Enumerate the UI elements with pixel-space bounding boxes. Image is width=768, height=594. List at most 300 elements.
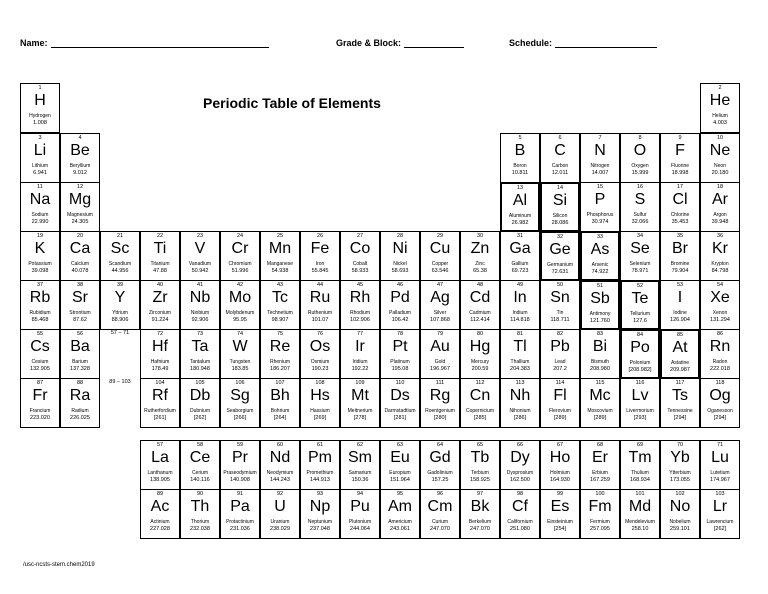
atomic-number: 58: [196, 442, 204, 448]
element-name: Polonium: [629, 360, 651, 366]
element-name: Tin: [556, 310, 564, 316]
element-symbol: Bk: [470, 498, 490, 515]
element-symbol: B: [514, 142, 526, 159]
schedule-label: Schedule:: [509, 38, 553, 48]
element-symbol: Xe: [710, 289, 730, 306]
element-cell-ts: [660, 378, 700, 428]
element-name: Rhodium: [349, 310, 370, 316]
atomic-number: 106: [235, 380, 245, 386]
element-cell-th: [180, 489, 220, 539]
atomic-mass: [261]: [153, 415, 167, 421]
element-cell-tc: [260, 280, 300, 330]
element-symbol: Ag: [430, 289, 450, 306]
atomic-mass: 244.064: [350, 526, 370, 532]
atomic-mass: 251.080: [510, 526, 530, 532]
element-cell-ne: [700, 133, 740, 183]
atomic-number: 110: [395, 380, 405, 386]
atomic-mass: 47.88: [153, 268, 167, 274]
element-symbol: Fl: [553, 387, 567, 404]
element-cell-hf: [140, 329, 180, 379]
atomic-mass: 238.029: [270, 526, 290, 532]
element-cell-bi: [580, 329, 620, 379]
element-name: Lanthanum: [147, 470, 173, 476]
atomic-mass: 192.22: [351, 366, 369, 372]
atomic-mass: [262]: [713, 526, 727, 532]
atomic-mass: 50.942: [191, 268, 209, 274]
atomic-mass: 226.025: [70, 415, 90, 421]
element-cell-no: [660, 489, 700, 539]
atomic-mass: 183.85: [231, 366, 249, 372]
atomic-mass: 247.070: [430, 526, 450, 532]
atomic-mass: 158.925: [470, 477, 490, 483]
element-name: Rutherfordium: [144, 408, 176, 414]
atomic-number: 115: [595, 380, 605, 386]
element-cell-ir: [340, 329, 380, 379]
element-cell-cm: [420, 489, 460, 539]
element-name: Mercury: [470, 359, 490, 365]
element-cell-eu: [380, 440, 420, 490]
atomic-number: 94: [356, 491, 364, 497]
atomic-number: 103: [715, 491, 725, 497]
element-symbol: Bi: [592, 338, 608, 355]
element-symbol: Ca: [69, 240, 91, 257]
element-symbol: Fm: [588, 498, 612, 515]
element-cell-zr: [140, 280, 180, 330]
atomic-mass: 55.845: [311, 268, 329, 274]
atomic-number: 40: [156, 282, 164, 288]
atomic-mass: 196.967: [430, 366, 450, 372]
element-symbol: Hf: [152, 338, 168, 355]
element-cell-ac: [140, 489, 180, 539]
element-cell-gd: [420, 440, 460, 490]
atomic-number: 107: [275, 380, 285, 386]
atomic-number: 5: [518, 135, 522, 141]
element-cell-ce: [180, 440, 220, 490]
atomic-mass: 4.003: [713, 120, 727, 126]
element-symbol: Pt: [392, 338, 408, 355]
element-cell-se: [620, 231, 660, 281]
element-symbol: Ni: [392, 240, 408, 257]
atomic-mass: 69.723: [511, 268, 529, 274]
atomic-number: 97: [476, 491, 484, 497]
element-name: Hafnium: [150, 359, 170, 365]
element-cell-mc: [580, 378, 620, 428]
element-symbol: He: [709, 92, 731, 109]
element-symbol: Eu: [390, 449, 410, 466]
element-symbol: Sn: [550, 289, 570, 306]
element-name: Strontium: [69, 310, 91, 316]
element-symbol: Co: [349, 240, 371, 257]
element-name: Hydrogen: [29, 113, 51, 119]
atomic-mass: [280]: [433, 415, 447, 421]
atomic-number: 82: [556, 331, 564, 337]
element-symbol: K: [34, 240, 46, 257]
element-symbol: Zn: [470, 240, 490, 257]
atomic-number: 35: [676, 233, 684, 239]
element-name: Carbon: [551, 163, 569, 169]
grade-line[interactable]: [404, 37, 464, 48]
element-name: Yttrium: [112, 310, 128, 316]
atomic-mass: 12.011: [551, 170, 569, 176]
element-name: Lithium: [31, 163, 49, 169]
atomic-number: 25: [276, 233, 284, 239]
atomic-mass: 114.818: [510, 317, 530, 323]
element-cell-fr: [20, 378, 60, 428]
atomic-mass: 51.996: [231, 268, 249, 274]
atomic-number: 71: [716, 442, 724, 448]
element-symbol: Am: [388, 498, 412, 515]
element-symbol: Og: [709, 387, 731, 404]
atomic-number: 6: [558, 135, 562, 141]
element-name: Francium: [29, 408, 51, 414]
atomic-number: 9: [678, 135, 682, 141]
element-symbol: Cu: [429, 240, 451, 257]
element-name: Zinc: [475, 261, 485, 267]
element-cell-na: [20, 182, 60, 232]
element-symbol: Sg: [230, 387, 250, 404]
element-name: Boron: [513, 163, 527, 169]
element-cell-dy: [500, 440, 540, 490]
element-symbol: Cs: [30, 338, 50, 355]
element-name: Lutetium: [710, 470, 730, 476]
element-symbol: No: [669, 498, 691, 515]
element-symbol: Rh: [349, 289, 371, 306]
element-symbol: Np: [309, 498, 331, 515]
atomic-number: 83: [596, 331, 604, 337]
element-symbol: Mn: [268, 240, 292, 257]
element-name: Bismuth: [590, 359, 610, 365]
element-name: Neodymium: [266, 470, 294, 476]
element-cell-rg: [420, 378, 460, 428]
footer-credit: /usc-ncsts-stem.chem2019: [23, 562, 95, 568]
atomic-mass: 144.243: [270, 477, 290, 483]
element-name: Thulium: [631, 470, 649, 476]
atomic-mass: 65.38: [473, 268, 487, 274]
element-name: Berkelium: [468, 519, 492, 525]
element-cell-mt: [340, 378, 380, 428]
element-cell-cf: [500, 489, 540, 539]
atomic-number: 42: [236, 282, 244, 288]
element-cell-n: [580, 133, 620, 183]
element-cell-mo: [220, 280, 260, 330]
element-name: Magnesium: [67, 212, 93, 218]
element-name: Antimony: [589, 311, 611, 317]
atomic-number: 105: [195, 380, 205, 386]
atomic-number: 29: [436, 233, 444, 239]
element-cell-sm: [340, 440, 380, 490]
atomic-number: 17: [676, 184, 684, 190]
element-name: Meitnerium: [347, 408, 373, 414]
atomic-number: 92: [276, 491, 284, 497]
element-symbol: Y: [114, 289, 126, 306]
element-symbol: Cl: [672, 191, 688, 208]
element-name: Cadmium: [469, 310, 491, 316]
element-name: Lead: [554, 359, 566, 365]
atomic-mass: 28.086: [551, 220, 569, 226]
element-cell-pm: [300, 440, 340, 490]
element-cell-hg: [460, 329, 500, 379]
element-cell-ti: [140, 231, 180, 281]
name-label: Name:: [20, 38, 48, 48]
atomic-mass: [266]: [233, 415, 247, 421]
name-line[interactable]: [51, 37, 269, 48]
atomic-mass: 107.868: [430, 317, 450, 323]
element-name: Actinium: [150, 519, 170, 525]
element-symbol: Tl: [513, 338, 527, 355]
atomic-mass: 35.453: [671, 219, 689, 225]
element-symbol: Pd: [390, 289, 410, 306]
element-name: Helium: [712, 113, 728, 119]
atomic-mass: 258.10: [631, 526, 649, 532]
atomic-number: 51: [596, 283, 604, 289]
atomic-mass: 259.101: [670, 526, 690, 532]
atomic-number: 21: [116, 233, 124, 239]
element-name: Livermorium: [626, 408, 654, 414]
element-cell-ca: [60, 231, 100, 281]
element-symbol: Cm: [427, 498, 453, 515]
element-name: Neptunium: [307, 519, 333, 525]
element-name: Nobelium: [669, 519, 691, 525]
element-cell-b: [500, 133, 540, 183]
atomic-mass: 44.956: [111, 268, 129, 274]
element-symbol: Al: [512, 192, 528, 209]
atomic-mass: 138.905: [150, 477, 170, 483]
element-cell-lv: [620, 378, 660, 428]
atomic-number: 13: [516, 185, 524, 191]
atomic-mass: [285]: [473, 415, 487, 421]
atomic-number: 60: [276, 442, 284, 448]
element-symbol: Te: [631, 290, 649, 307]
element-name: Ytterbium: [669, 470, 691, 476]
atomic-mass: [262]: [193, 415, 207, 421]
element-name: Hassium: [310, 408, 330, 414]
element-name: Iodine: [673, 310, 687, 316]
atomic-number: 81: [516, 331, 524, 337]
element-cell-mn: [260, 231, 300, 281]
atomic-number: 80: [476, 331, 484, 337]
element-name: Californium: [507, 519, 533, 525]
element-symbol: Li: [33, 142, 47, 159]
element-name: Potassium: [28, 261, 52, 267]
element-cell-v: [180, 231, 220, 281]
element-cell-rh: [340, 280, 380, 330]
element-symbol: Ge: [549, 241, 571, 258]
element-name: Fluorine: [670, 163, 690, 169]
element-name: Plutonium: [348, 519, 372, 525]
atomic-mass: 207.2: [553, 366, 567, 372]
element-cell-k: [20, 231, 60, 281]
element-cell-s: [620, 182, 660, 232]
atomic-number: 24: [236, 233, 244, 239]
element-cell-f: [660, 133, 700, 183]
name-field[interactable]: [20, 37, 269, 48]
atomic-mass: 227.028: [150, 526, 170, 532]
element-cell-rn: [700, 329, 740, 379]
element-symbol: Hg: [469, 338, 491, 355]
element-symbol: Sr: [72, 289, 88, 306]
element-cell-np: [300, 489, 340, 539]
atomic-mass: 78.971: [631, 268, 649, 274]
atomic-number: 63: [396, 442, 404, 448]
atomic-mass: 74.922: [591, 269, 609, 275]
atomic-number: 53: [676, 282, 684, 288]
element-cell-ge: [540, 231, 580, 281]
atomic-number: 45: [356, 282, 364, 288]
element-symbol: O: [633, 142, 647, 159]
grade-field[interactable]: [336, 37, 464, 48]
element-cell-si: [540, 182, 580, 232]
element-cell-c: [540, 133, 580, 183]
atomic-mass: 137.328: [70, 366, 90, 372]
element-cell-rf: [140, 378, 180, 428]
element-name: Erbium: [592, 470, 608, 476]
element-name: Palladium: [389, 310, 411, 316]
element-cell-cn: [460, 378, 500, 428]
atomic-number: 48: [476, 282, 484, 288]
schedule-field[interactable]: [509, 37, 657, 48]
element-cell-ta: [180, 329, 220, 379]
atomic-number: 101: [635, 491, 645, 497]
atomic-mass: 173.055: [670, 477, 690, 483]
element-cell-be: [60, 133, 100, 183]
element-symbol: Ra: [69, 387, 91, 404]
element-symbol: Mt: [351, 387, 369, 404]
element-name: Zirconium: [149, 310, 171, 316]
element-symbol: Na: [29, 191, 51, 208]
element-symbol: Sc: [110, 240, 130, 257]
schedule-line[interactable]: [555, 37, 657, 48]
atomic-mass: 22.990: [31, 219, 49, 225]
atomic-mass: 195.08: [391, 366, 409, 372]
page-title: Periodic Table of Elements: [203, 95, 381, 111]
atomic-mass: [269]: [313, 415, 327, 421]
atomic-mass: 151.964: [390, 477, 410, 483]
element-cell-cl: [660, 182, 700, 232]
element-name: Chlorine: [670, 212, 690, 218]
atomic-number: 64: [436, 442, 444, 448]
atomic-number: 37: [36, 282, 44, 288]
atomic-mass: 150.36: [351, 477, 369, 483]
atomic-mass: 180.948: [190, 366, 210, 372]
atomic-mass: 247.070: [470, 526, 490, 532]
atomic-mass: 101.07: [311, 317, 329, 323]
element-name: Cobalt: [352, 261, 368, 267]
element-symbol: Mg: [68, 191, 92, 208]
element-name: Arsenic: [591, 262, 609, 268]
element-name: Europium: [389, 470, 411, 476]
element-name: Sulfur: [633, 212, 647, 218]
atomic-number: 73: [196, 331, 204, 337]
atomic-mass: 126.904: [670, 317, 690, 323]
atomic-number: 14: [556, 185, 564, 191]
element-cell-er: [580, 440, 620, 490]
atomic-number: 32: [556, 234, 564, 240]
atomic-number: 116: [635, 380, 645, 386]
element-name: Gold: [434, 359, 446, 365]
element-name: Tantalum: [189, 359, 211, 365]
element-name: Silicon: [552, 213, 568, 219]
element-cell-re: [260, 329, 300, 379]
element-symbol: Pa: [230, 498, 250, 515]
element-symbol: Ti: [153, 240, 167, 257]
element-cell-co: [340, 231, 380, 281]
element-symbol: Ru: [309, 289, 331, 306]
element-cell-og: [700, 378, 740, 428]
element-symbol: Pm: [308, 449, 332, 466]
atomic-mass: 257.095: [590, 526, 610, 532]
atomic-number: 70: [676, 442, 684, 448]
element-name: Iron: [315, 261, 325, 267]
atomic-number: 61: [316, 442, 324, 448]
element-symbol: Tm: [628, 449, 652, 466]
element-name: Oganesson: [707, 408, 733, 414]
atomic-mass: 186.207: [270, 366, 290, 372]
element-symbol: C: [554, 142, 566, 159]
atomic-mass: [294]: [713, 415, 727, 421]
atomic-mass: 9.012: [73, 170, 87, 176]
element-name: Beryllium: [69, 163, 91, 169]
atomic-mass: 112.414: [470, 317, 490, 323]
element-cell-cr: [220, 231, 260, 281]
element-name: Thorium: [190, 519, 210, 525]
atomic-mass: 24.305: [71, 219, 89, 225]
element-name: Tennessine: [667, 408, 693, 414]
element-symbol: Db: [189, 387, 211, 404]
atomic-mass: 208.980: [590, 366, 610, 372]
element-name: Niobium: [190, 310, 210, 316]
atomic-mass: 18.998: [671, 170, 689, 176]
element-name: Gallium: [511, 261, 529, 267]
atomic-number: 76: [316, 331, 324, 337]
element-name: Neon: [714, 163, 726, 169]
atomic-mass: 223.020: [30, 415, 50, 421]
atomic-mass: 200.59: [471, 366, 489, 372]
atomic-number: 47: [436, 282, 444, 288]
element-symbol: Mo: [228, 289, 252, 306]
atomic-number: 68: [596, 442, 604, 448]
element-name: Rubidium: [29, 310, 51, 316]
atomic-number: 15: [596, 184, 604, 190]
atomic-mass: 30.974: [591, 219, 609, 225]
element-cell-li: [20, 133, 60, 183]
element-cell-sc: [100, 231, 140, 281]
element-cell-yb: [660, 440, 700, 490]
element-name: Iridium: [352, 359, 368, 365]
element-name: Einsteinium: [547, 519, 573, 525]
element-name: Selenium: [629, 261, 651, 267]
element-name: Krypton: [711, 261, 729, 267]
atomic-number: 7: [598, 135, 602, 141]
element-name: Nickel: [393, 261, 407, 267]
atomic-number: 74: [236, 331, 244, 337]
element-name: Mendelevium: [625, 519, 655, 525]
atomic-mass: 20.180: [711, 170, 729, 176]
element-symbol: Rb: [29, 289, 51, 306]
atomic-number: 93: [316, 491, 324, 497]
element-cell-ar: [700, 182, 740, 232]
element-name: Sodium: [31, 212, 49, 218]
element-symbol: N: [594, 142, 606, 159]
atomic-mass: 121.760: [590, 318, 610, 324]
element-name: Protactinium: [226, 519, 254, 525]
atomic-mass: 132.905: [30, 366, 50, 372]
atomic-number: 59: [236, 442, 244, 448]
element-cell-tb: [460, 440, 500, 490]
element-name: Argon: [713, 212, 727, 218]
element-name: Aluminum: [508, 213, 532, 219]
element-name: Samarium: [348, 470, 372, 476]
element-name: Molybdenum: [225, 310, 255, 316]
